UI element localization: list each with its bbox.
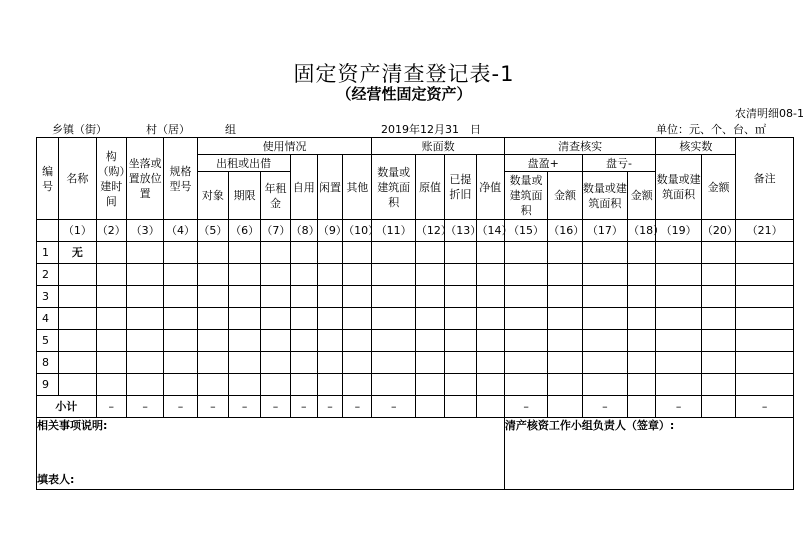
table-cell bbox=[701, 308, 735, 330]
table-cell bbox=[701, 242, 735, 264]
table-cell bbox=[290, 352, 317, 374]
row-name bbox=[59, 286, 96, 308]
header-annual-rent: 年租金 bbox=[261, 172, 290, 220]
table-cell bbox=[126, 352, 163, 374]
header-verified-qty: 数量或建筑面积 bbox=[656, 155, 701, 220]
table-cell bbox=[317, 352, 342, 374]
table-cell bbox=[343, 264, 372, 286]
table-cell bbox=[343, 352, 372, 374]
header-loss-amount: 金额 bbox=[628, 172, 656, 220]
table-cell bbox=[415, 264, 444, 286]
table-cell bbox=[656, 330, 701, 352]
table-cell bbox=[476, 286, 504, 308]
row-number: 9 bbox=[37, 374, 59, 396]
subtotal-cell bbox=[628, 396, 656, 418]
row-name bbox=[59, 330, 96, 352]
table-cell bbox=[164, 242, 197, 264]
table-cell bbox=[197, 352, 228, 374]
table-cell bbox=[415, 286, 444, 308]
subtotal-cell: – bbox=[290, 396, 317, 418]
table-cell bbox=[504, 374, 547, 396]
table-cell bbox=[372, 242, 415, 264]
table-cell bbox=[548, 330, 582, 352]
header-loss: 盘亏- bbox=[582, 155, 656, 172]
subtotal-label: 小计 bbox=[37, 396, 97, 418]
table-cell bbox=[197, 330, 228, 352]
table-cell bbox=[261, 242, 290, 264]
table-cell bbox=[415, 374, 444, 396]
table-cell bbox=[548, 264, 582, 286]
table-cell bbox=[317, 242, 342, 264]
table-cell bbox=[317, 374, 342, 396]
col-number-blank bbox=[37, 220, 59, 242]
col-number: （17） bbox=[582, 220, 627, 242]
header-usage: 使用情况 bbox=[197, 138, 372, 155]
table-cell bbox=[96, 330, 126, 352]
table-cell bbox=[628, 286, 656, 308]
row-name bbox=[59, 374, 96, 396]
table-cell bbox=[476, 330, 504, 352]
table-cell bbox=[372, 264, 415, 286]
header-book-qty: 数量或建筑面积 bbox=[372, 155, 415, 220]
table-cell bbox=[582, 352, 627, 374]
subtotal-cell: – bbox=[126, 396, 163, 418]
subtotal-cell: – bbox=[343, 396, 372, 418]
table-cell bbox=[343, 286, 372, 308]
table-row bbox=[37, 308, 794, 330]
table-cell bbox=[504, 264, 547, 286]
table-cell bbox=[96, 242, 126, 264]
table-cell bbox=[372, 286, 415, 308]
table-cell bbox=[261, 374, 290, 396]
leader-cell bbox=[504, 418, 793, 490]
table-cell bbox=[415, 242, 444, 264]
notes-label: 相关事项说明: bbox=[37, 419, 108, 432]
table-cell bbox=[701, 330, 735, 352]
table-cell bbox=[445, 308, 476, 330]
table-cell bbox=[164, 308, 197, 330]
col-number: （10） bbox=[343, 220, 372, 242]
row-name bbox=[59, 264, 96, 286]
subtotal-cell: – bbox=[582, 396, 627, 418]
header-verified-amount: 金额 bbox=[701, 155, 735, 220]
table-cell bbox=[290, 330, 317, 352]
col-number: （6） bbox=[229, 220, 261, 242]
subtotal-cell bbox=[701, 396, 735, 418]
village-label: 村（居） bbox=[146, 123, 190, 136]
table-cell bbox=[261, 308, 290, 330]
table-cell bbox=[229, 242, 261, 264]
header-net-value: 净值 bbox=[476, 155, 504, 220]
header-surplus-amount: 金额 bbox=[548, 172, 582, 220]
row-number: 8 bbox=[37, 352, 59, 374]
table-row bbox=[37, 374, 794, 396]
col-number: （8） bbox=[290, 220, 317, 242]
table-cell bbox=[164, 352, 197, 374]
table-cell bbox=[548, 308, 582, 330]
header-spec: 规格型号 bbox=[164, 138, 197, 220]
header-orig-value: 原值 bbox=[415, 155, 444, 220]
subtotal-cell bbox=[415, 396, 444, 418]
subtotal-cell bbox=[445, 396, 476, 418]
table-cell bbox=[736, 242, 794, 264]
table-cell bbox=[548, 374, 582, 396]
subtotal-cell: – bbox=[197, 396, 228, 418]
table-cell bbox=[476, 264, 504, 286]
table-cell bbox=[736, 264, 794, 286]
table-cell bbox=[736, 286, 794, 308]
table-cell bbox=[229, 352, 261, 374]
col-number: （15） bbox=[504, 220, 547, 242]
table-cell bbox=[504, 286, 547, 308]
col-number: （13） bbox=[445, 220, 476, 242]
table-row bbox=[37, 330, 794, 352]
leader-label: 清产核资工作小组负责人（签章）: bbox=[504, 419, 675, 432]
col-number: （9） bbox=[317, 220, 342, 242]
table-cell bbox=[701, 352, 735, 374]
table-cell bbox=[290, 374, 317, 396]
table-cell bbox=[628, 374, 656, 396]
table-cell bbox=[317, 330, 342, 352]
form-code: 农清明细08-1 bbox=[735, 107, 804, 120]
subtotal-cell: – bbox=[504, 396, 547, 418]
table-cell bbox=[736, 308, 794, 330]
row-name bbox=[59, 352, 96, 374]
table-cell bbox=[372, 308, 415, 330]
table-cell bbox=[164, 286, 197, 308]
table-cell bbox=[656, 286, 701, 308]
table-cell bbox=[736, 374, 794, 396]
column-number-row bbox=[37, 220, 794, 242]
table-cell bbox=[628, 264, 656, 286]
col-number: （12） bbox=[415, 220, 444, 242]
header-surplus-qty: 数量或建筑面积 bbox=[504, 172, 547, 220]
table-cell bbox=[372, 352, 415, 374]
table-cell bbox=[504, 330, 547, 352]
table-cell bbox=[126, 242, 163, 264]
table-cell bbox=[372, 374, 415, 396]
unit-label: 单位：元、个、台、㎡ bbox=[656, 123, 766, 136]
footer-row bbox=[37, 418, 794, 490]
table-cell bbox=[445, 264, 476, 286]
table-cell bbox=[582, 330, 627, 352]
group-label: 组 bbox=[225, 123, 236, 136]
table-cell bbox=[701, 264, 735, 286]
header-verified: 核实数 bbox=[656, 138, 736, 155]
table-cell bbox=[504, 242, 547, 264]
table-cell bbox=[628, 308, 656, 330]
date-label: 2019年12月31 日 bbox=[381, 123, 481, 136]
table-cell bbox=[96, 264, 126, 286]
subtotal-cell: – bbox=[736, 396, 794, 418]
asset-register-table bbox=[36, 137, 794, 490]
table-cell bbox=[415, 330, 444, 352]
header-other: 其他 bbox=[343, 155, 372, 220]
table-cell bbox=[548, 242, 582, 264]
table-cell bbox=[582, 286, 627, 308]
table-cell bbox=[548, 286, 582, 308]
header-idle: 闲置 bbox=[317, 155, 342, 220]
col-number: （5） bbox=[197, 220, 228, 242]
table-cell bbox=[126, 330, 163, 352]
table-cell bbox=[96, 374, 126, 396]
table-cell bbox=[504, 308, 547, 330]
col-number: （7） bbox=[261, 220, 290, 242]
table-cell bbox=[317, 264, 342, 286]
table-cell bbox=[229, 374, 261, 396]
header-surplus: 盘盈+ bbox=[504, 155, 582, 172]
table-cell bbox=[372, 330, 415, 352]
table-cell bbox=[736, 330, 794, 352]
header-name: 名称 bbox=[59, 138, 96, 220]
table-cell bbox=[290, 286, 317, 308]
table-cell bbox=[96, 286, 126, 308]
table-cell bbox=[290, 308, 317, 330]
table-cell bbox=[229, 308, 261, 330]
col-number: （16） bbox=[548, 220, 582, 242]
header-lease: 出租或出借 bbox=[197, 155, 290, 172]
table-cell bbox=[229, 286, 261, 308]
table-cell bbox=[476, 352, 504, 374]
table-cell bbox=[656, 242, 701, 264]
col-number: （19） bbox=[656, 220, 701, 242]
row-number: 2 bbox=[37, 264, 59, 286]
table-cell bbox=[343, 330, 372, 352]
table-cell bbox=[96, 308, 126, 330]
table-cell bbox=[476, 374, 504, 396]
table-cell bbox=[197, 308, 228, 330]
table-cell bbox=[290, 242, 317, 264]
table-cell bbox=[656, 264, 701, 286]
col-number: （11） bbox=[372, 220, 415, 242]
table-cell bbox=[582, 242, 627, 264]
header-self-use: 自用 bbox=[290, 155, 317, 220]
col-number: （2） bbox=[96, 220, 126, 242]
table-cell bbox=[656, 352, 701, 374]
table-cell bbox=[445, 352, 476, 374]
table-cell bbox=[197, 242, 228, 264]
subtotal-cell: – bbox=[164, 396, 197, 418]
table-cell bbox=[317, 308, 342, 330]
col-number: （4） bbox=[164, 220, 197, 242]
table-cell bbox=[261, 352, 290, 374]
table-cell bbox=[197, 264, 228, 286]
page-title: 固定资产清查登记表-1 bbox=[293, 62, 515, 86]
table-cell bbox=[628, 330, 656, 352]
header-remark: 备注 bbox=[736, 138, 794, 220]
col-number: （20） bbox=[701, 220, 735, 242]
subtotal-row bbox=[37, 396, 794, 418]
table-cell bbox=[736, 352, 794, 374]
table-cell bbox=[701, 286, 735, 308]
subtotal-cell bbox=[548, 396, 582, 418]
row-number: 5 bbox=[37, 330, 59, 352]
table-cell bbox=[582, 308, 627, 330]
table-cell bbox=[656, 374, 701, 396]
table-cell bbox=[261, 264, 290, 286]
header-depreciation: 已提折旧 bbox=[445, 155, 476, 220]
col-number: （3） bbox=[126, 220, 163, 242]
table-cell bbox=[476, 308, 504, 330]
row-number: 1 bbox=[37, 242, 59, 264]
col-number: （1） bbox=[59, 220, 96, 242]
header-build-time: 构（购）建时间 bbox=[96, 138, 126, 220]
table-cell bbox=[261, 286, 290, 308]
table-cell bbox=[343, 242, 372, 264]
table-cell bbox=[628, 242, 656, 264]
header-term: 期限 bbox=[229, 172, 261, 220]
table-cell bbox=[445, 374, 476, 396]
table-cell bbox=[656, 308, 701, 330]
table-cell bbox=[582, 374, 627, 396]
table-cell bbox=[476, 242, 504, 264]
table-cell bbox=[548, 352, 582, 374]
table-cell bbox=[164, 374, 197, 396]
header-loss-qty: 数量或建筑面积 bbox=[582, 172, 627, 220]
row-number: 3 bbox=[37, 286, 59, 308]
header-no: 编号 bbox=[37, 138, 59, 220]
col-number: （18） bbox=[628, 220, 656, 242]
table-row bbox=[37, 264, 794, 286]
township-label: 乡镇（街） bbox=[52, 123, 107, 136]
table-cell bbox=[164, 330, 197, 352]
table-cell bbox=[343, 374, 372, 396]
table-cell bbox=[628, 352, 656, 374]
table-cell bbox=[229, 330, 261, 352]
table-cell bbox=[229, 264, 261, 286]
col-number: （21） bbox=[736, 220, 794, 242]
subtotal-cell bbox=[476, 396, 504, 418]
table-cell bbox=[126, 286, 163, 308]
table-cell bbox=[126, 374, 163, 396]
header-target: 对象 bbox=[197, 172, 228, 220]
table-cell bbox=[504, 352, 547, 374]
table-row bbox=[37, 352, 794, 374]
row-number: 4 bbox=[37, 308, 59, 330]
table-cell bbox=[290, 264, 317, 286]
table-cell bbox=[343, 308, 372, 330]
page-subtitle: （经营性固定资产） bbox=[336, 85, 472, 103]
table-cell bbox=[415, 352, 444, 374]
subtotal-cell: – bbox=[317, 396, 342, 418]
subtotal-cell: – bbox=[656, 396, 701, 418]
table-cell bbox=[582, 264, 627, 286]
subtotal-cell: – bbox=[372, 396, 415, 418]
table-row bbox=[37, 286, 794, 308]
table-cell bbox=[261, 330, 290, 352]
table-row bbox=[37, 242, 794, 264]
table-cell bbox=[445, 242, 476, 264]
table-cell bbox=[197, 374, 228, 396]
table-cell bbox=[317, 286, 342, 308]
row-name: 无 bbox=[59, 242, 96, 264]
col-number: （14） bbox=[476, 220, 504, 242]
filler-label: 填表人: bbox=[37, 473, 75, 486]
table-cell bbox=[164, 264, 197, 286]
table-cell bbox=[445, 286, 476, 308]
table-cell bbox=[445, 330, 476, 352]
table-cell bbox=[126, 308, 163, 330]
table-cell bbox=[701, 374, 735, 396]
header-book: 账面数 bbox=[372, 138, 504, 155]
table-cell bbox=[197, 286, 228, 308]
table-cell bbox=[415, 308, 444, 330]
header-check: 清查核实 bbox=[504, 138, 656, 155]
header-location: 坐落或置放位置 bbox=[126, 138, 163, 220]
subtotal-cell: – bbox=[261, 396, 290, 418]
notes-cell bbox=[37, 418, 505, 490]
table-cell bbox=[126, 264, 163, 286]
subtotal-cell: – bbox=[229, 396, 261, 418]
subtotal-cell: – bbox=[96, 396, 126, 418]
table-cell bbox=[96, 352, 126, 374]
row-name bbox=[59, 308, 96, 330]
